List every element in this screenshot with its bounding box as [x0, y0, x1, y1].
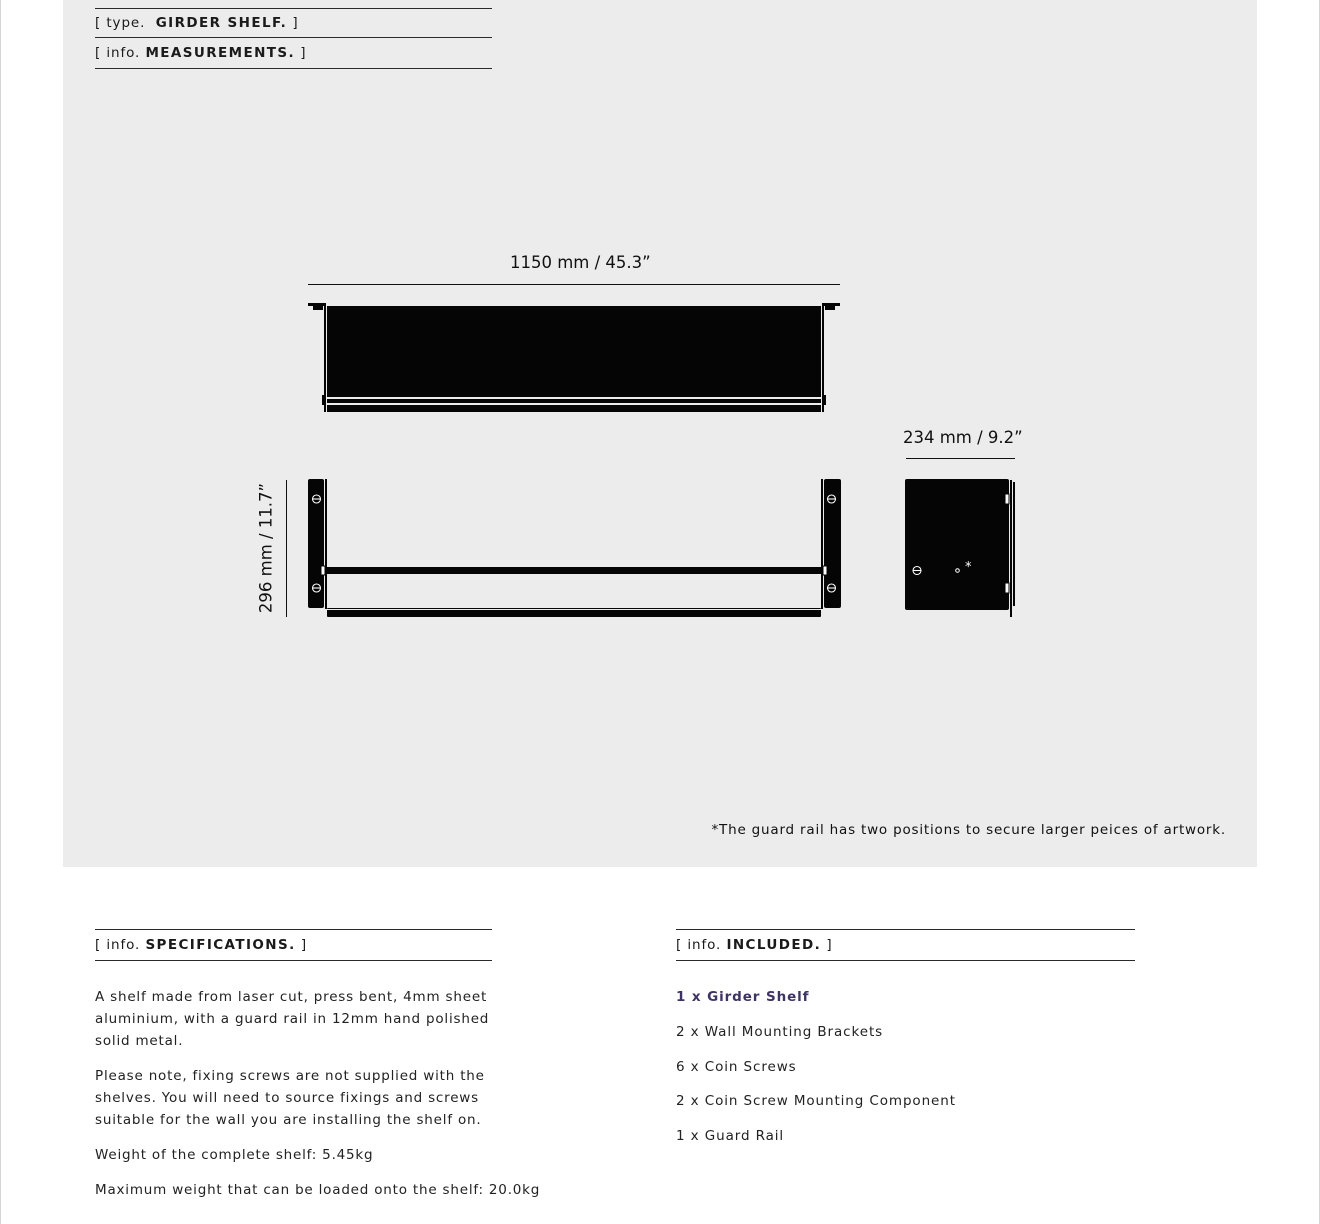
- specifications-header-title: SPECIFICATIONS.: [145, 937, 296, 953]
- spec-max-load: Maximum weight that can be loaded onto the shelf: 20.0kg: [95, 1182, 541, 1198]
- width-dimension-label: 1150 mm / 45.3”: [510, 253, 651, 272]
- rail-position-marker: *: [965, 560, 972, 575]
- depth-dimension-label: 234 mm / 9.2”: [903, 428, 1023, 447]
- specifications-header: [95, 929, 492, 961]
- spec-fixing-note: Please note, fixing screws are not supplied with the shelves. You will need to source fixings and screws suitable for the wall you are installing the shelf on.: [95, 1068, 485, 1128]
- included-item-girder-shelf[interactable]: 1 x Girder Shelf: [676, 989, 810, 1005]
- top-view-left-cap: [308, 303, 326, 306]
- front-view: [308, 479, 841, 617]
- top-view-left-rail-end: [322, 395, 325, 405]
- front-view-left-post: [325, 479, 327, 609]
- side-view: [905, 479, 1015, 617]
- measurements-header-suffix: ]: [300, 45, 307, 61]
- front-view-right-post: [821, 479, 823, 609]
- side-view-upper-slot: [1005, 494, 1009, 504]
- included-header-prefix: [ info.: [676, 937, 722, 953]
- included-item-brackets: 2 x Wall Mounting Brackets: [676, 1024, 884, 1040]
- type-header-title: GIRDER SHELF.: [155, 15, 288, 31]
- included-header-title: INCLUDED.: [726, 937, 822, 953]
- spec-weight: Weight of the complete shelf: 5.45kg: [95, 1147, 374, 1163]
- top-view-right-bracket: [825, 306, 835, 310]
- included-item-mounting-component: 2 x Coin Screw Mounting Component: [676, 1093, 956, 1109]
- top-view-right-rail-end: [823, 395, 826, 405]
- front-view-right-lug: [823, 566, 827, 575]
- guard-rail-footnote: *The guard rail has two positions to secure larger peices of artwork.: [711, 822, 1226, 838]
- top-view-shelf-body: [327, 306, 821, 397]
- measurements-header-title: MEASUREMENTS.: [145, 45, 296, 61]
- specifications-header-suffix: ]: [300, 937, 307, 953]
- front-view-guard-rail: [327, 567, 821, 574]
- top-view-front-lip: [327, 399, 821, 403]
- front-view-right-bracket: [824, 479, 841, 608]
- side-view-back-plate: [1010, 480, 1012, 617]
- included-item-guard-rail: 1 x Guard Rail: [676, 1128, 785, 1144]
- side-view-lower-slot: [1005, 583, 1009, 593]
- top-view: [308, 303, 840, 412]
- included-header-suffix: ]: [826, 937, 833, 953]
- type-header-suffix: ]: [292, 15, 299, 31]
- included-header: [676, 929, 1135, 961]
- specifications-header-prefix: [ info.: [95, 937, 141, 953]
- side-view-back-edge: [1013, 482, 1015, 606]
- front-view-left-lug: [321, 566, 325, 575]
- front-view-left-bracket: [308, 479, 324, 608]
- top-view-front-edge: [327, 405, 821, 412]
- height-dimension-label: 296 mm / 11.7”: [256, 482, 276, 614]
- side-view-bracket: [905, 479, 1009, 610]
- screw-icon: [313, 495, 836, 592]
- top-view-right-cap: [822, 303, 840, 306]
- top-view-left-bracket: [313, 306, 323, 310]
- measurements-header-prefix: [ info.: [95, 45, 141, 61]
- included-item-coin-screws: 6 x Coin Screws: [676, 1059, 797, 1075]
- type-header-prefix: [ type.: [95, 15, 146, 31]
- spec-description: A shelf made from laser cut, press bent, 4mm sheet aluminium, with a guard rail in 12mm hand polished solid metal.: [95, 989, 490, 1049]
